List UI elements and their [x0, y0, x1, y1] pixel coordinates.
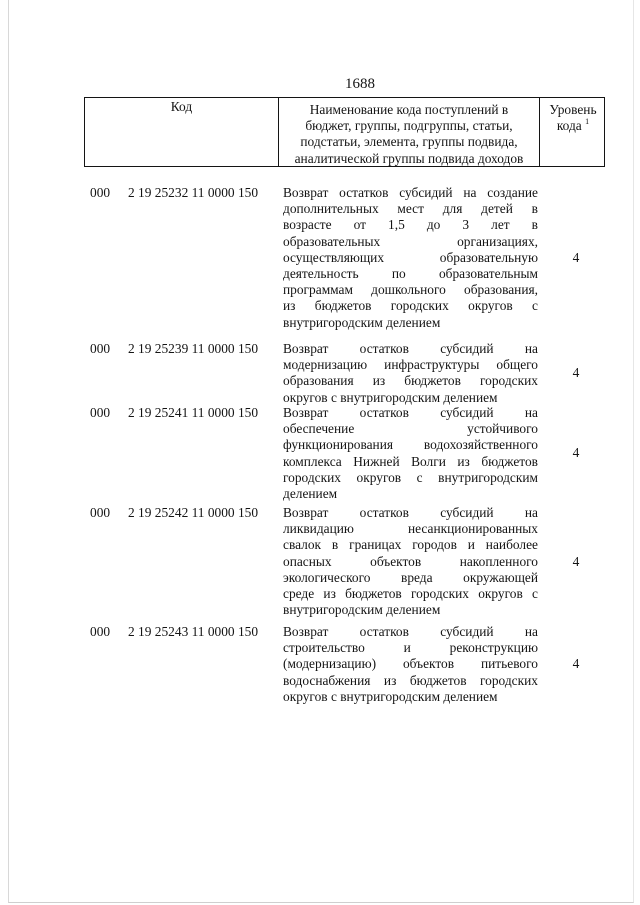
footnote-marker: 1: [585, 117, 590, 127]
row-income-code: 2 19 25242 11 0000 150: [128, 505, 259, 520]
description-line: внутригородским делением: [283, 602, 441, 618]
description-line: строительство и реконструкцию: [283, 640, 538, 656]
description-line: образования из бюджетов городских: [283, 373, 538, 389]
description-line: Возврат остатков субсидий на: [283, 624, 538, 639]
header-name-line: бюджет, группы, подгруппы, статьи,: [305, 118, 513, 134]
row-group-code: 000: [90, 505, 111, 520]
row-income-code: 2 19 25232 11 0000 150: [128, 185, 259, 200]
row-description: [283, 185, 538, 331]
description-line: экологического вреда окружающей: [283, 569, 538, 585]
header-level-line1: Уровень: [549, 102, 597, 117]
description-line: деятельность по образовательным: [283, 265, 538, 281]
header-code: Код: [85, 98, 279, 166]
row-group-code: 000: [90, 185, 111, 200]
description-line: обеспечение устойчивого: [283, 421, 538, 437]
row-level: 4: [572, 656, 580, 671]
description-line: городских округов с внутригородским: [283, 469, 538, 485]
row-level: 4: [572, 250, 580, 265]
description-line: (модернизацию) объектов питьевого: [283, 656, 538, 672]
row-level: 4: [572, 365, 580, 380]
description-line: осуществляющих образовательную: [283, 249, 538, 265]
row-group-code: 000: [90, 405, 111, 420]
header-name: [279, 98, 540, 166]
description-line: возрасте от 1,5 до 3 лет в: [283, 217, 538, 233]
description-line: округов с внутригородским делением: [283, 688, 498, 704]
description-line: программам дошкольного образования,: [283, 282, 538, 298]
row-description: [283, 405, 538, 502]
description-line: дополнительных мест для детей в: [283, 201, 538, 217]
description-line: делением: [283, 485, 338, 501]
table-header: [84, 97, 605, 167]
description-line: Возврат остатков субсидий на: [283, 405, 538, 420]
description-line: функционирования водохозяйственного: [283, 437, 538, 453]
description-line: Возврат остатков субсидий на создание: [283, 185, 538, 200]
header-name-line: аналитической группы подвида доходов: [294, 150, 524, 166]
row-description: [283, 341, 538, 406]
row-description: [283, 624, 538, 705]
description-line: комплекса Нижней Волги из бюджетов: [283, 453, 538, 469]
description-line: свалок в границах городов и наиболее: [283, 537, 538, 553]
row-group-code: 000: [90, 624, 111, 639]
header-level-text: кода: [556, 118, 582, 134]
description-line: образовательных организациях,: [283, 233, 538, 249]
description-line: Возврат остатков субсидий на: [283, 505, 538, 520]
header-name-line: Наименование кода поступлений в: [309, 102, 509, 117]
row-income-code: 2 19 25239 11 0000 150: [128, 341, 259, 356]
row-description: [283, 505, 538, 618]
description-line: из бюджетов городских округов с: [283, 298, 538, 314]
page-number: 1688: [345, 76, 375, 92]
row-income-code: 2 19 25241 11 0000 150: [128, 405, 259, 420]
description-line: ликвидацию несанкционированных: [283, 521, 538, 537]
row-level: 4: [572, 554, 580, 569]
header-name-line: подстатьи, элемента, группы подвида,: [300, 134, 518, 150]
description-line: внутригородским делением: [283, 314, 441, 330]
description-line: округов с внутригородским делением: [283, 389, 498, 405]
description-line: Возврат остатков субсидий на: [283, 341, 538, 356]
description-line: опасных объектов накопленного: [283, 553, 538, 569]
header-level-line2: [540, 118, 606, 134]
description-line: водоснабжения из бюджетов городских: [283, 672, 538, 688]
description-line: модернизацию инфраструктуры общего: [283, 357, 538, 373]
row-income-code: 2 19 25243 11 0000 150: [128, 624, 259, 639]
description-line: среде из бюджетов городских округов с: [283, 585, 538, 601]
row-group-code: 000: [90, 341, 111, 356]
header-level: [540, 98, 606, 166]
row-level: 4: [572, 445, 580, 460]
